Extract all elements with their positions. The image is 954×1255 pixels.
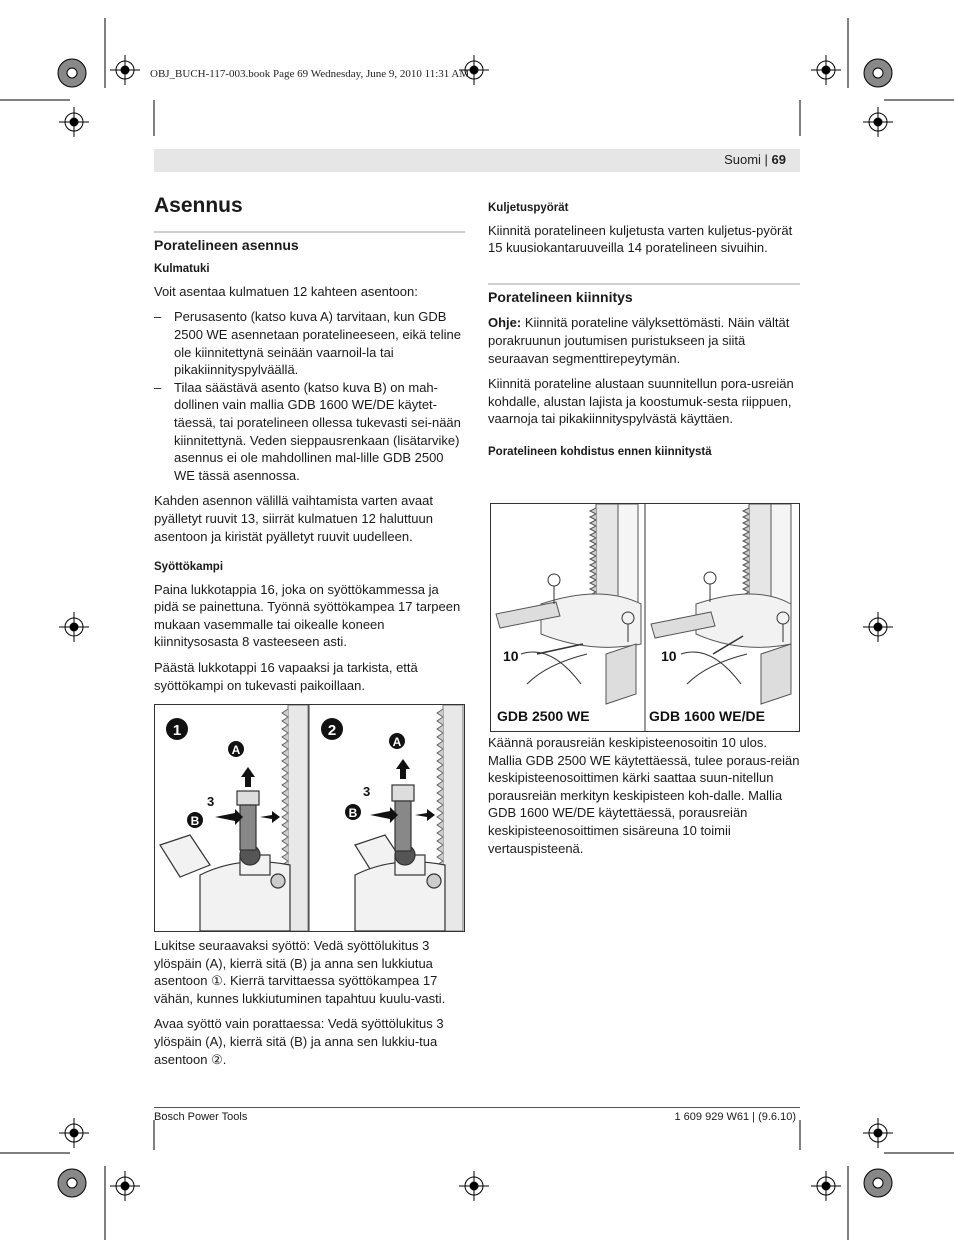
book-line: OBJ_BUCH-117-003.book Page 69 Wednesday, June 9, 2010 11:31 AM xyxy=(150,68,470,80)
paragraph: Voit asentaa kulmatuen 12 kahteen asentoon: xyxy=(154,283,418,299)
right-column xyxy=(488,200,800,466)
running-header xyxy=(154,149,800,172)
page-footer xyxy=(154,1107,800,1123)
section-heading-asennus: Poratelineen asennus xyxy=(154,236,299,253)
label-10-left: 10 xyxy=(503,648,519,664)
page-title: Asennus xyxy=(154,194,243,217)
paragraph: Kahden asennon välillä vaihtamista varten avaat pyälletyt ruuvit 13, siirrät kulmatuen 12 haluttuun asentoon ja kiristät pyälletyt ruuvit uudelleen. xyxy=(154,493,433,544)
paragraph: Kiinnitä porateline alustaan suunnitellun pora-usreiän kohdalle, alustan lajista ja koostumuk-sesta riippuen, vaarnoja tai pikakiinnityspylvästä käyttäen. xyxy=(488,376,794,427)
panel-number-2: 2 xyxy=(327,722,337,739)
alignment-illustration xyxy=(491,504,799,731)
label-a-right: A xyxy=(392,735,402,749)
subheading-kuljetuspyorat: Kuljetuspyörät xyxy=(488,202,569,214)
caption-gdb-2500: GDB 2500 WE xyxy=(497,708,590,724)
label-b-left: B xyxy=(190,814,200,828)
page-number: 69 xyxy=(771,152,786,167)
feed-lock-figure xyxy=(154,704,465,932)
paragraph: Paina lukkotappia 16, joka on syöttökammessa ja pidä se painettuna. Työnnä syöttökampea 17 tarpeen mukaan vasemmalle tai oikealle koneen kiinnitysosasta 8 vasteeseen asti. xyxy=(154,581,461,650)
language-label: Suomi xyxy=(724,152,761,167)
left-column-lower xyxy=(154,937,465,1076)
subheading-syottokampi: Syöttökampi xyxy=(154,561,224,574)
left-column xyxy=(154,194,465,702)
paragraph: Päästä lukkotappi 16 vapaaksi ja tarkista, että syöttökampi on tukevasti paikoillaan. xyxy=(154,660,418,693)
note-paragraph xyxy=(488,314,800,367)
label-10-right: 10 xyxy=(661,648,677,664)
feed-lock-illustration xyxy=(155,705,464,931)
bullet-list xyxy=(154,308,465,484)
alignment-figure xyxy=(490,503,800,732)
caption-gdb-1600: GDB 1600 WE/DE xyxy=(649,708,765,724)
note-text: Kiinnitä porateline välyksettömästi. Näin vältät porakruunun joutumisen puristukseen ja siitä seuraavan segmenttirepeytymän. xyxy=(488,315,790,366)
right-column-lower xyxy=(488,734,800,865)
page-label: Suomi | 69 xyxy=(724,152,786,167)
subheading-kulmatuki: Kulmatuki xyxy=(154,263,210,276)
section-heading-kiinnitys: Poratelineen kiinnitys xyxy=(488,288,633,305)
paragraph: Kiinnitä poratelineen kuljetusta varten kuljetus-pyörät 15 kuusiokantaruuveilla 14 poratelineen sivuihin. xyxy=(488,222,793,256)
subheading-kohdistus: Poratelineen kohdistus ennen kiinnitystä xyxy=(488,445,712,458)
label-a-left: A xyxy=(231,743,241,757)
footer-left: Bosch Power Tools xyxy=(154,1111,248,1123)
paragraph: Lukitse seuraavaksi syöttö: Vedä syöttölukitus 3 ylöspäin (A), kierrä sitä (B) ja anna sen lukkiutua asentoon ①. Kierrä tarvittaessa syöttökampea 17 vähän, kunnes lukkiutuminen tapahtuu kuulu-vasti. xyxy=(154,938,446,1006)
list-item: – Tilaa säästävä asento (katso kuva B) on mah-dollinen vain mallia GDB 1600 WE/DE käytet-täessä, tai poratelineen ollessa tukevasti sei-nään kiinnitettynä. Veden sieppausrenkaan (lisätarvike) asennus ei ole mahdollinen mal-lille GDB 2500 WE tässä asennossa. xyxy=(154,379,465,485)
paragraph: Käännä porausreiän keskipisteenosoitin 10 ulos. Mallia GDB 2500 WE käytettäessä, tulee poraus-reiän keskipisteenosoittimen kärki saattaa suun-nitellun porausreiän merkityn keskipisteen koh-dalle. Mallia GDB 1600 WE/DE käytettäessä, porausreiän keskipisteenosoittimen sisäreuna 10 toimii vertauspisteenä. xyxy=(488,735,800,856)
label-3-right: 3 xyxy=(363,784,371,799)
paragraph: Avaa syöttö vain porattaessa: Vedä syöttölukitus 3 ylöspäin (A), kierrä sitä (B) ja anna sen lukkiu-tua asentoon ②. xyxy=(154,1016,444,1067)
note-label: Ohje: xyxy=(488,315,522,331)
panel-number-1: 1 xyxy=(172,722,182,739)
list-item: – Perusasento (katso kuva A) tarvitaan, kun GDB 2500 WE asennetaan poratelineeseen, eikä teline ole kiinnitettynä seinään vaarnoil-la tai pikakiinnityspylväällä. xyxy=(154,308,465,378)
label-3-left: 3 xyxy=(207,794,215,809)
footer-right: 1 609 929 W61 | (9.6.10) xyxy=(674,1111,796,1123)
label-b-right: B xyxy=(348,806,358,820)
